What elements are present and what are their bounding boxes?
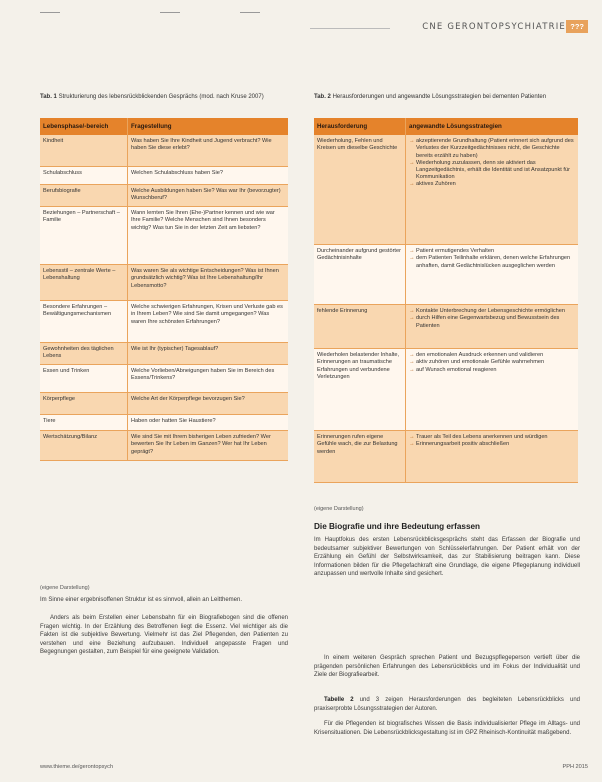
table-row <box>314 305 578 349</box>
table1-cell-question: Welche schwierigen Erfahrungen, Krisen und Verluste gab es in Ihrem Leben? Wie sind Sie damit umgegangen? Was waren Ihre schönsten Erfahrungen? <box>131 304 283 325</box>
table1-cell-phase: Besondere Erfahrungen – Bewältigungsmechanismen <box>40 301 128 342</box>
table-row <box>40 265 288 301</box>
table2-cell-strategies <box>406 431 578 482</box>
right-paragraph-3 <box>314 696 580 713</box>
table2 <box>314 118 578 483</box>
right-paragraph-4: Für die Pflegenden ist biografisches Wissen die Basis individualisierter Pflege im Alltags- und Krisensituationen. Die Lebensrückblicksgestaltung ist im GPZ Rheinisch-Kontinuität maßgebend. <box>314 721 580 736</box>
table1-cell-phase: Essen und Trinken <box>40 365 128 392</box>
table-row <box>40 301 288 343</box>
strategy-bullet: → Wiederholung zuzulassen, denn sie aktiviert das Langzeitgedächtnis, erhält die Identität und ist Ansatzpunkt für Kommunikation <box>409 160 575 182</box>
table-row <box>40 343 288 365</box>
table1-cell-question: Was waren Sie als wichtige Entscheidungen? Was ist Ihnen grundsätzlich wichtig? Was ist Ihre Lebenshaltung/Ihr Lebensmotto? <box>131 268 279 289</box>
table2-source: (eigene Darstellung) <box>314 506 364 512</box>
table2-cell-strategies <box>406 305 578 348</box>
strategy-bullet: → Erinnerungsarbeit positiv abschließen <box>409 441 575 448</box>
table1 <box>40 118 288 461</box>
table2-col2-header: angewandte Lösungsstrategien <box>409 123 502 130</box>
right-paragraph-1: Im Hauptfokus des ersten Lebensrückblicksgesprächs steht das Erfassen der Biografie und bedeutsamer subjektiver Bewertungen von Schlüsselerfahrungen. Der Patient erhält von der Erzählung ein Gefühl der Selbstwirksamkeit, das zur Stabilisierung beitragen kann. Diese Informationen bilden für die Pflegefachkraft eine Grundlage, die eigene Pflegeplanung individuell anzupassen und wertvolle Inhalte sind gesichert. <box>314 537 580 578</box>
table2-cell-challenge: fehlende Erinnerung <box>314 305 406 348</box>
table-row <box>40 393 288 415</box>
left-paragraph-2: Anders als beim Erstellen einer Lebensbahn für ein Biografiebogen sind die offenen Fragen wichtig. In der Erzählung des Betroffenen liegt die Essenz. Viel wichtiger als die Fakten ist die subjektive Bewertung. Vielmehr ist das Ziel Pflegenden, den Patienten zu verstehen und eine Beziehung aufzubauen. Individuell angepasste Fragen und Begegnungen gestalten, zum Beispiel für eine geeignete Validation. <box>40 615 288 656</box>
table2-reference: Tabelle 2 <box>324 697 354 703</box>
table1-caption <box>40 94 280 102</box>
table1-col1-header: Lebensphase/-bereich <box>40 118 128 135</box>
table1-cell-phase: Beziehungen – Partnerschaft – Familie <box>40 207 128 264</box>
running-title: CNE GERONTOPSYCHIATRIE <box>422 22 566 32</box>
table1-cell-question: Welche Vorlieben/Abneigungen haben Sie im Bereich des Essens/Trinkens? <box>131 368 275 382</box>
table-row <box>40 135 288 167</box>
table1-cell-phase: Tiere <box>40 415 128 430</box>
strategy-bullet: → akzeptierende Grundhaltung (Patient erinnert sich aufgrund des Verlustes der Kurzzeitgedächtnisses nicht, die Geschichte bereits erzählt zu haben) <box>409 138 575 160</box>
table-row <box>40 415 288 431</box>
table1-cell-question: Haben oder hatten Sie Haustiere? <box>131 418 216 425</box>
table1-cell-question: Was haben Sie Ihre Kindheit und Jugend verbracht? Wie haben Sie diese erlebt? <box>131 138 272 152</box>
table1-cell-phase: Lebensstil – zentrale Werte – Lebenshaltung <box>40 265 128 300</box>
table-row <box>40 431 288 461</box>
table1-cell-phase: Schulabschluss <box>40 167 128 184</box>
table2-cell-strategies <box>406 135 578 244</box>
table1-cell-question: Welchen Schulabschluss haben Sie? <box>131 170 223 177</box>
strategy-bullet: → den emotionalen Ausdruck erkennen und validieren <box>409 352 575 359</box>
table1-cell-phase: Gewohnheiten des täglichen Lebens <box>40 343 128 364</box>
table1-cell-phase: Körperpflege <box>40 393 128 414</box>
table2-cell-challenge: Durcheinander aufgrund gestörter Gedächtnisinhalte <box>314 245 406 304</box>
header-rule <box>310 28 390 29</box>
strategy-bullet: → aktiv zuhören und emotionale Gefühle wahrnehmen <box>409 359 575 366</box>
left-paragraph-1: Im Sinne einer ergebnisoffenen Struktur ist es sinnvoll, allein an Leitthemen. <box>40 597 243 603</box>
right-paragraph-2: In einem weiteren Gespräch sprechen Patient und Bezugspflegeperson vertieft über die prägenden persönlichen Erfahrungen des Lebensrückblicks und im Fokus der Individualität und Ziele der Biografiearbeit. <box>314 655 580 679</box>
table2-caption <box>314 94 580 102</box>
table-row <box>314 135 578 245</box>
table1-cell-phase: Berufsbiografie <box>40 185 128 206</box>
strategy-bullet: → Kontakte Unterbrechung der Lebensgeschichte ermöglichen <box>409 308 575 315</box>
table1-cell-phase: Wertschätzung/Bilanz <box>40 431 128 460</box>
table1-cell-question: Welche Ausbildungen haben Sie? Was war Ihr (bevorzugter) Wunschberuf? <box>131 188 281 202</box>
strategy-bullet: → aktives Zuhören <box>409 181 575 188</box>
table1-source: (eigene Darstellung) <box>40 585 90 591</box>
crop-mark-mid <box>160 12 180 13</box>
table1-cell-phase: Kindheit <box>40 135 128 166</box>
table-row <box>314 349 578 431</box>
crop-mark-right <box>240 12 260 13</box>
right-paragraph-3-text: und 3 zeigen Herausforderungen des begleiteten Lebensrückblicks und praxiserprobte Lösungsstrategien der Autoren. <box>314 697 581 712</box>
strategy-bullet: → auf Wunsch emotional reagieren <box>409 367 575 374</box>
table-row <box>40 207 288 265</box>
section-heading: Die Biografie und ihre Bedeutung erfassen <box>314 522 481 531</box>
table2-cell-strategies <box>406 245 578 304</box>
strategy-bullet: → dem Patienten Teilinhalte erklären, denen welche Erfahrungen anhaften, damit Gedächtnislücken ausgeglichen werden <box>409 255 575 269</box>
table1-cell-question: Welche Art der Körperpflege bevorzugen Sie? <box>131 396 245 403</box>
table-row <box>40 365 288 393</box>
table1-label: Tab. 1 <box>40 94 57 100</box>
table1-col2-header: Fragestellung <box>131 123 172 130</box>
footer-url: www.thieme.de/gerontopsych <box>40 764 114 770</box>
table2-header <box>314 118 578 135</box>
strategy-bullet: → durch Hilfen eine Gegenwartsbezug und Bewusstsein des Patienten <box>409 315 575 329</box>
table1-cell-question: Wie sind Sie mit Ihrem bisherigen Leben zufrieden? Wer bewerten Sie Ihr Leben im Ganzen? Wer hat Ihr Leben geprägt? <box>131 434 271 455</box>
table2-cell-strategies <box>406 349 578 430</box>
table1-cell-question: Wann lernten Sie Ihren (Ehe-)Partner kennen und wie war Ihre Familie? Welche Menschen sind Ihnen besonders wichtig? Was tun Sie in der letzten Zeit am liebsten? <box>131 210 275 231</box>
table1-cell-question: Wie ist Ihr (typischer) Tagesablauf? <box>131 346 219 353</box>
table-row <box>40 185 288 207</box>
table1-body <box>40 135 288 461</box>
crop-mark-left <box>40 12 60 13</box>
table-row <box>314 431 578 483</box>
table2-cell-challenge: Wiederholen belastender Inhalte, Erinnerungen an traumatische Erfahrungen und verbundene Verletzungen <box>314 349 406 430</box>
table2-cell-challenge: Wiederholung, Fehlen und Kreisen um dieselbe Geschichte <box>314 135 406 244</box>
table1-header <box>40 118 288 135</box>
strategy-bullet: → Trauer als Teil des Lebens anerkennen und würdigen <box>409 434 575 441</box>
table-row <box>314 245 578 305</box>
strategy-bullet: → Patient ermutigendes Verhalten <box>409 248 575 255</box>
table2-body <box>314 135 578 483</box>
page-badge: ??? <box>566 20 588 33</box>
footer-issue: PPH 2015 <box>562 764 588 770</box>
table2-col1-header: Herausforderung <box>314 118 406 135</box>
table2-caption-text: Herausforderungen und angewandte Lösungsstrategien bei dementen Patienten <box>332 94 547 100</box>
table2-label: Tab. 2 <box>314 94 331 100</box>
table-row <box>40 167 288 185</box>
table1-caption-text: Strukturierung des lebensrückblickenden Gesprächs (mod. nach Kruse 2007) <box>58 94 264 100</box>
table2-cell-challenge: Erinnerungen rufen eigene Gefühle wach, die zur Belastung werden <box>314 431 406 482</box>
